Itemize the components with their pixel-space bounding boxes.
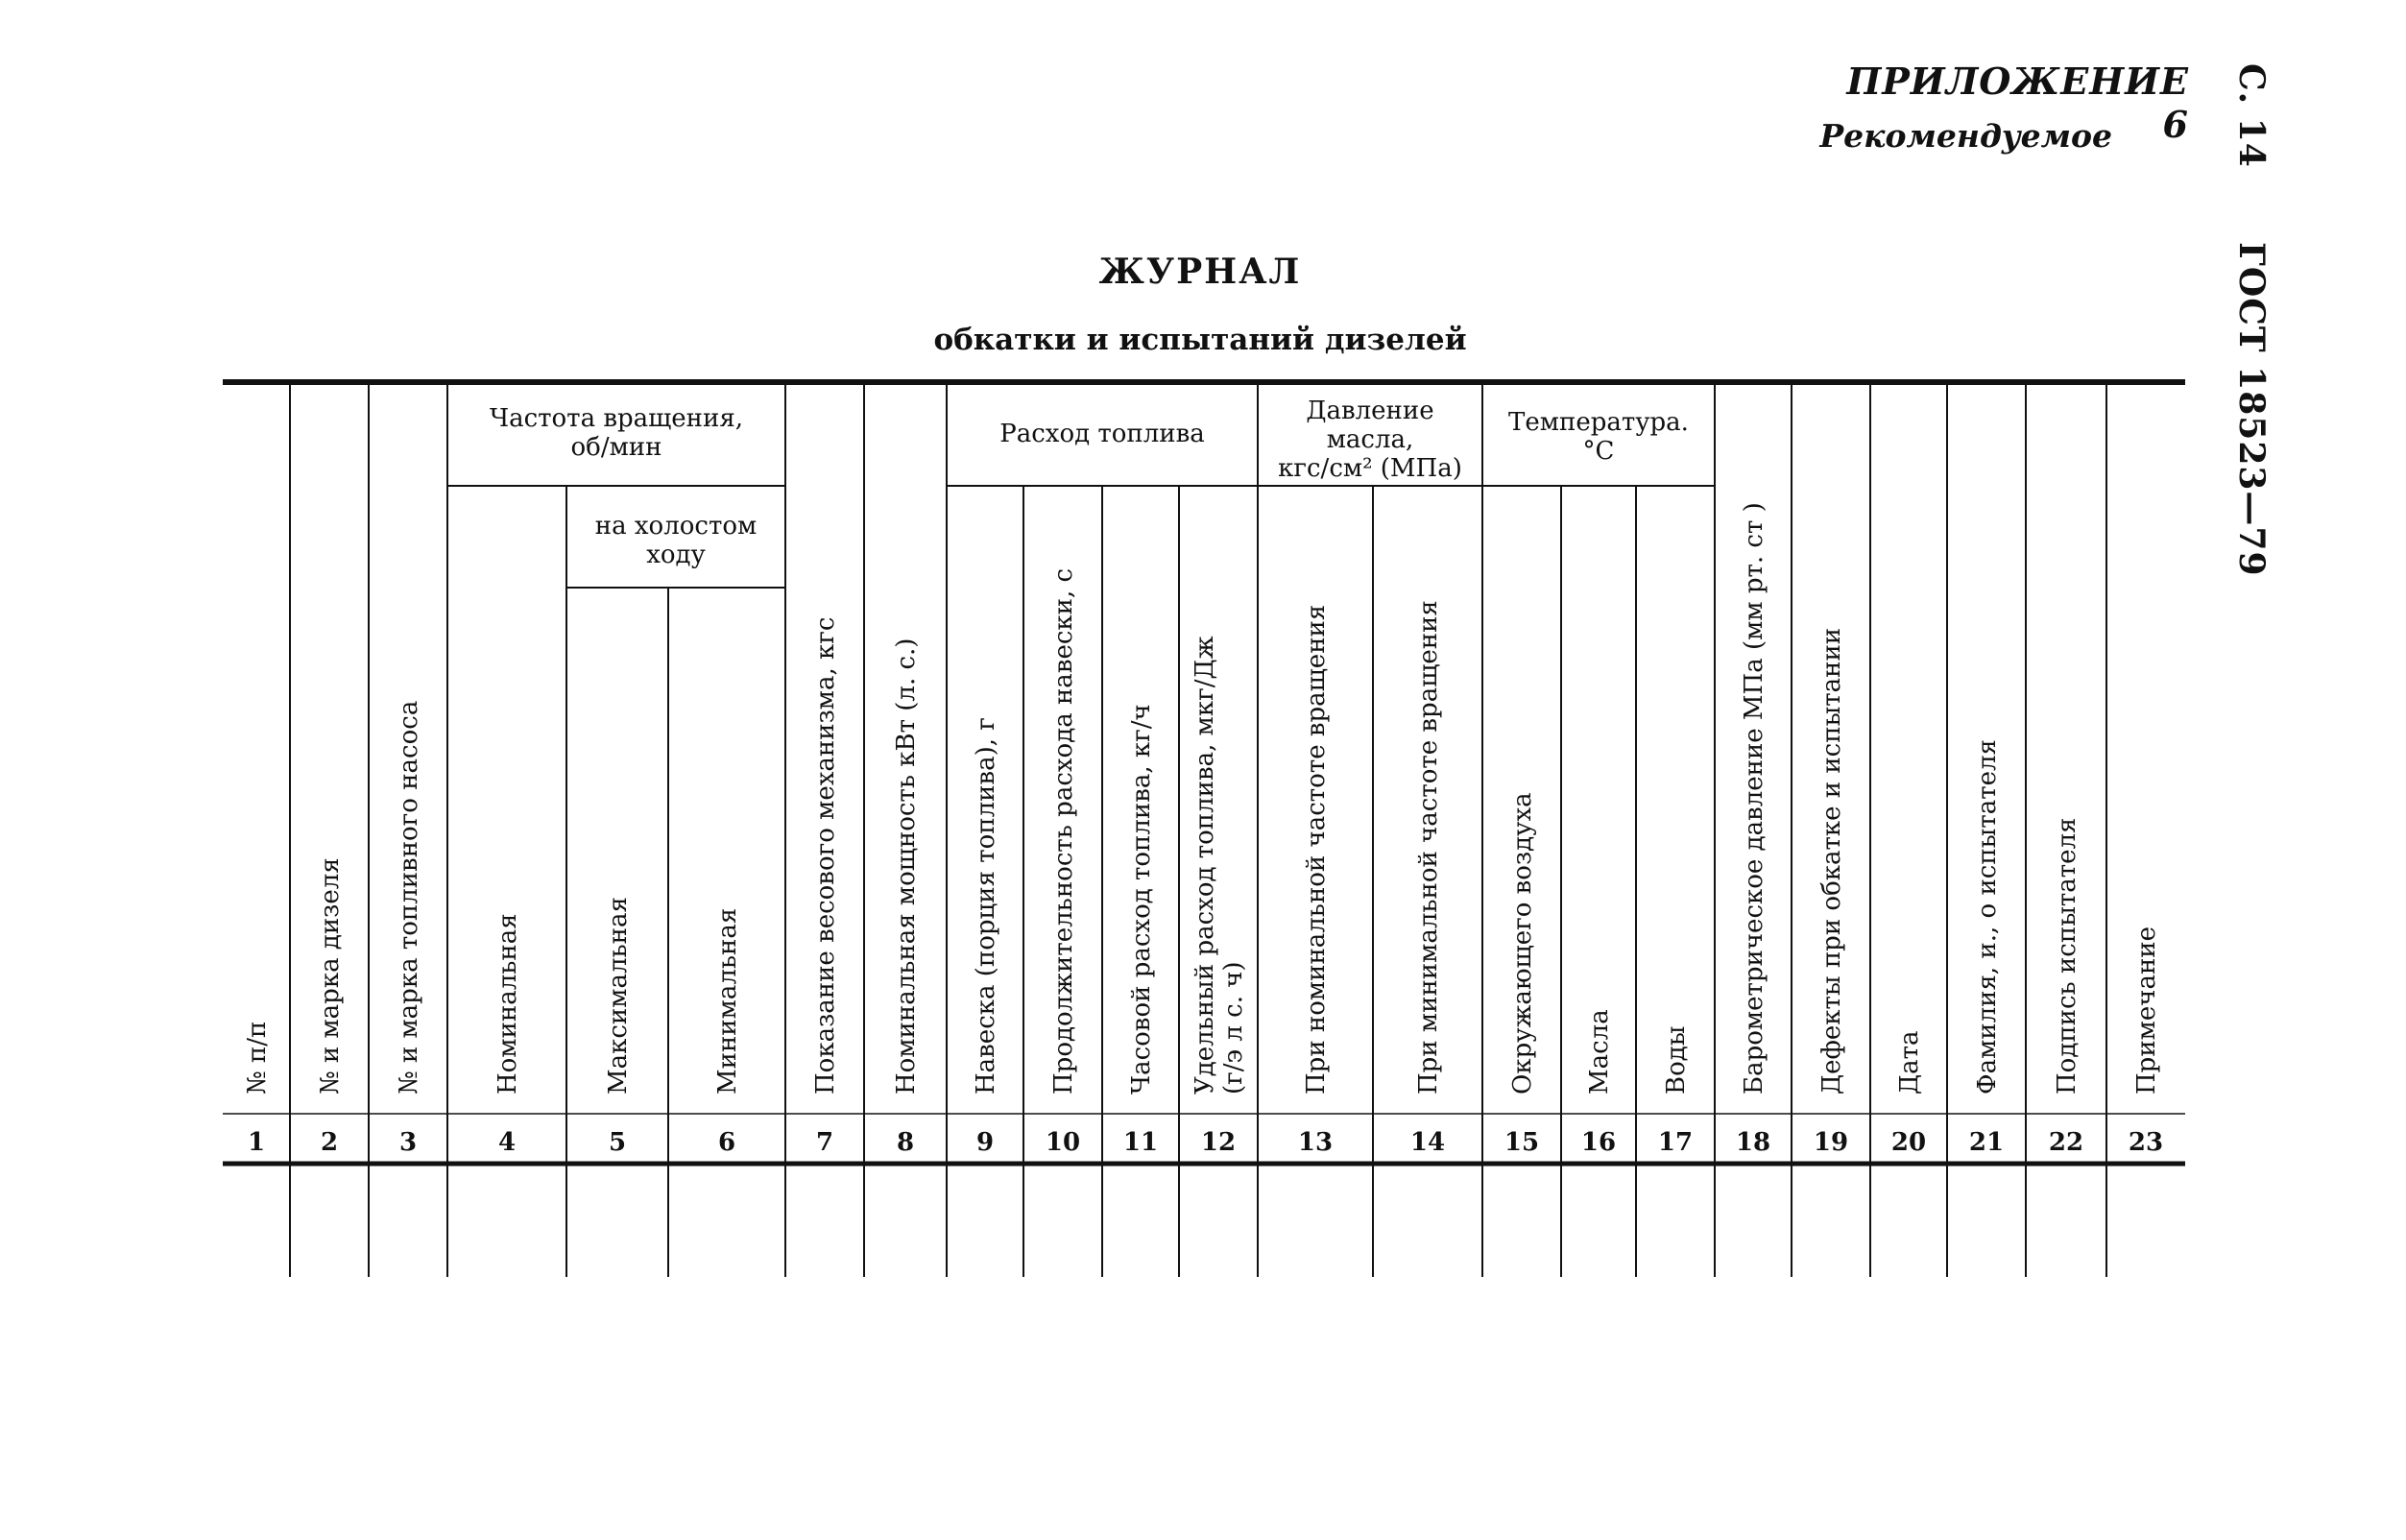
- column-2-number: 2: [320, 1128, 339, 1157]
- page-number: С. 14: [2231, 63, 2272, 168]
- column-10-number: 10: [1045, 1128, 1081, 1157]
- column-23-number: 23: [2128, 1128, 2164, 1157]
- column-3-header: № и марка топливного насоса: [395, 700, 423, 1095]
- column-9-number: 9: [975, 1128, 995, 1157]
- column-9-header: Навеска (порция топлива), г: [972, 717, 1000, 1095]
- appendix-status: Рекомендуемое: [1819, 117, 2112, 155]
- column-23-header: Примечание: [2132, 926, 2161, 1095]
- column-21-header: Фамилия, и., о испытателя: [1973, 739, 2002, 1095]
- document-subtitle: обкатки и испытаний дизелей: [933, 323, 1467, 357]
- temperature-group-header-line-2: °С: [1582, 437, 1615, 466]
- idle-group-header-line-1: на холостом: [594, 512, 758, 541]
- column-13-header: При номинальной частоте вращения: [1302, 604, 1331, 1095]
- column-4-header: Номинальная: [493, 913, 522, 1095]
- rotation-speed-group-header-line-1: Частота вращения,: [489, 404, 744, 433]
- fuel-consumption-group-header-line-1: Расход топлива: [999, 420, 1205, 448]
- oil-pressure-group-header-line-3: кгс/см² (МПа): [1278, 454, 1462, 483]
- column-10-header: Продолжительность расхода навески, с: [1049, 567, 1078, 1095]
- column-11-number: 11: [1122, 1128, 1159, 1157]
- temperature-group-header-line-1: Температура.: [1508, 408, 1689, 437]
- column-17-header: Воды: [1662, 1025, 1691, 1095]
- column-7-number: 7: [815, 1128, 834, 1157]
- column-2-header: № и марка дизеля: [316, 857, 345, 1095]
- column-20-number: 20: [1890, 1128, 1927, 1157]
- column-15-header: Окружающего воздуха: [1508, 792, 1537, 1095]
- column-1-header: № п/п: [243, 1021, 272, 1095]
- appendix-label: ПРИЛОЖЕНИЕ 6: [1846, 60, 2189, 146]
- column-19-header: Дефекты при обкатке и испытании: [1817, 627, 1846, 1095]
- column-12-header-line-2: (г/э л с. ч): [1219, 961, 1248, 1095]
- column-16-number: 16: [1580, 1128, 1617, 1157]
- column-14-header: При минимальной частоте вращения: [1414, 600, 1443, 1095]
- oil-pressure-group-header-line-2: масла,: [1326, 425, 1414, 454]
- column-22-header: Подпись испытателя: [2053, 817, 2081, 1095]
- column-19-number: 19: [1813, 1128, 1849, 1157]
- column-14-number: 14: [1409, 1128, 1446, 1157]
- column-6-header: Минимальная: [713, 907, 742, 1095]
- column-8-header: Номинальная мощность кВт (л. с.): [892, 638, 921, 1095]
- column-6-number: 6: [717, 1128, 736, 1157]
- column-13-number: 13: [1297, 1128, 1334, 1157]
- column-15-number: 15: [1504, 1128, 1540, 1157]
- column-22-number: 22: [2048, 1128, 2084, 1157]
- column-12-header-line-1: Удельный расход топлива, мкг/Дж: [1191, 636, 1219, 1095]
- column-20-header: Дата: [1895, 1030, 1924, 1095]
- column-18-header: Барометрическое давление МПа (мм рт. ст ): [1740, 502, 1768, 1095]
- column-5-header: Максимальная: [604, 897, 633, 1095]
- column-18-number: 18: [1735, 1128, 1771, 1157]
- column-12-number: 12: [1200, 1128, 1237, 1157]
- column-4-number: 4: [497, 1128, 517, 1157]
- standard-name: ГОСТ 18523—79: [2231, 241, 2272, 577]
- idle-group-header-line-2: ходу: [646, 541, 706, 569]
- oil-pressure-group-header-line-1: Давление: [1306, 397, 1434, 425]
- column-7-header: Показание весового механизма, кгс: [811, 616, 840, 1095]
- document-title: ЖУРНАЛ: [1098, 252, 1302, 292]
- column-8-number: 8: [896, 1128, 915, 1157]
- column-17-number: 17: [1657, 1128, 1694, 1157]
- column-3-number: 3: [398, 1128, 418, 1157]
- column-21-number: 21: [1968, 1128, 2005, 1157]
- column-11-header: Часовой расход топлива, кг/ч: [1127, 704, 1156, 1095]
- column-16-header: Масла: [1585, 1009, 1614, 1095]
- rotation-speed-group-header-line-2: об/мин: [570, 433, 662, 462]
- column-1-number: 1: [247, 1128, 266, 1157]
- column-5-number: 5: [608, 1128, 627, 1157]
